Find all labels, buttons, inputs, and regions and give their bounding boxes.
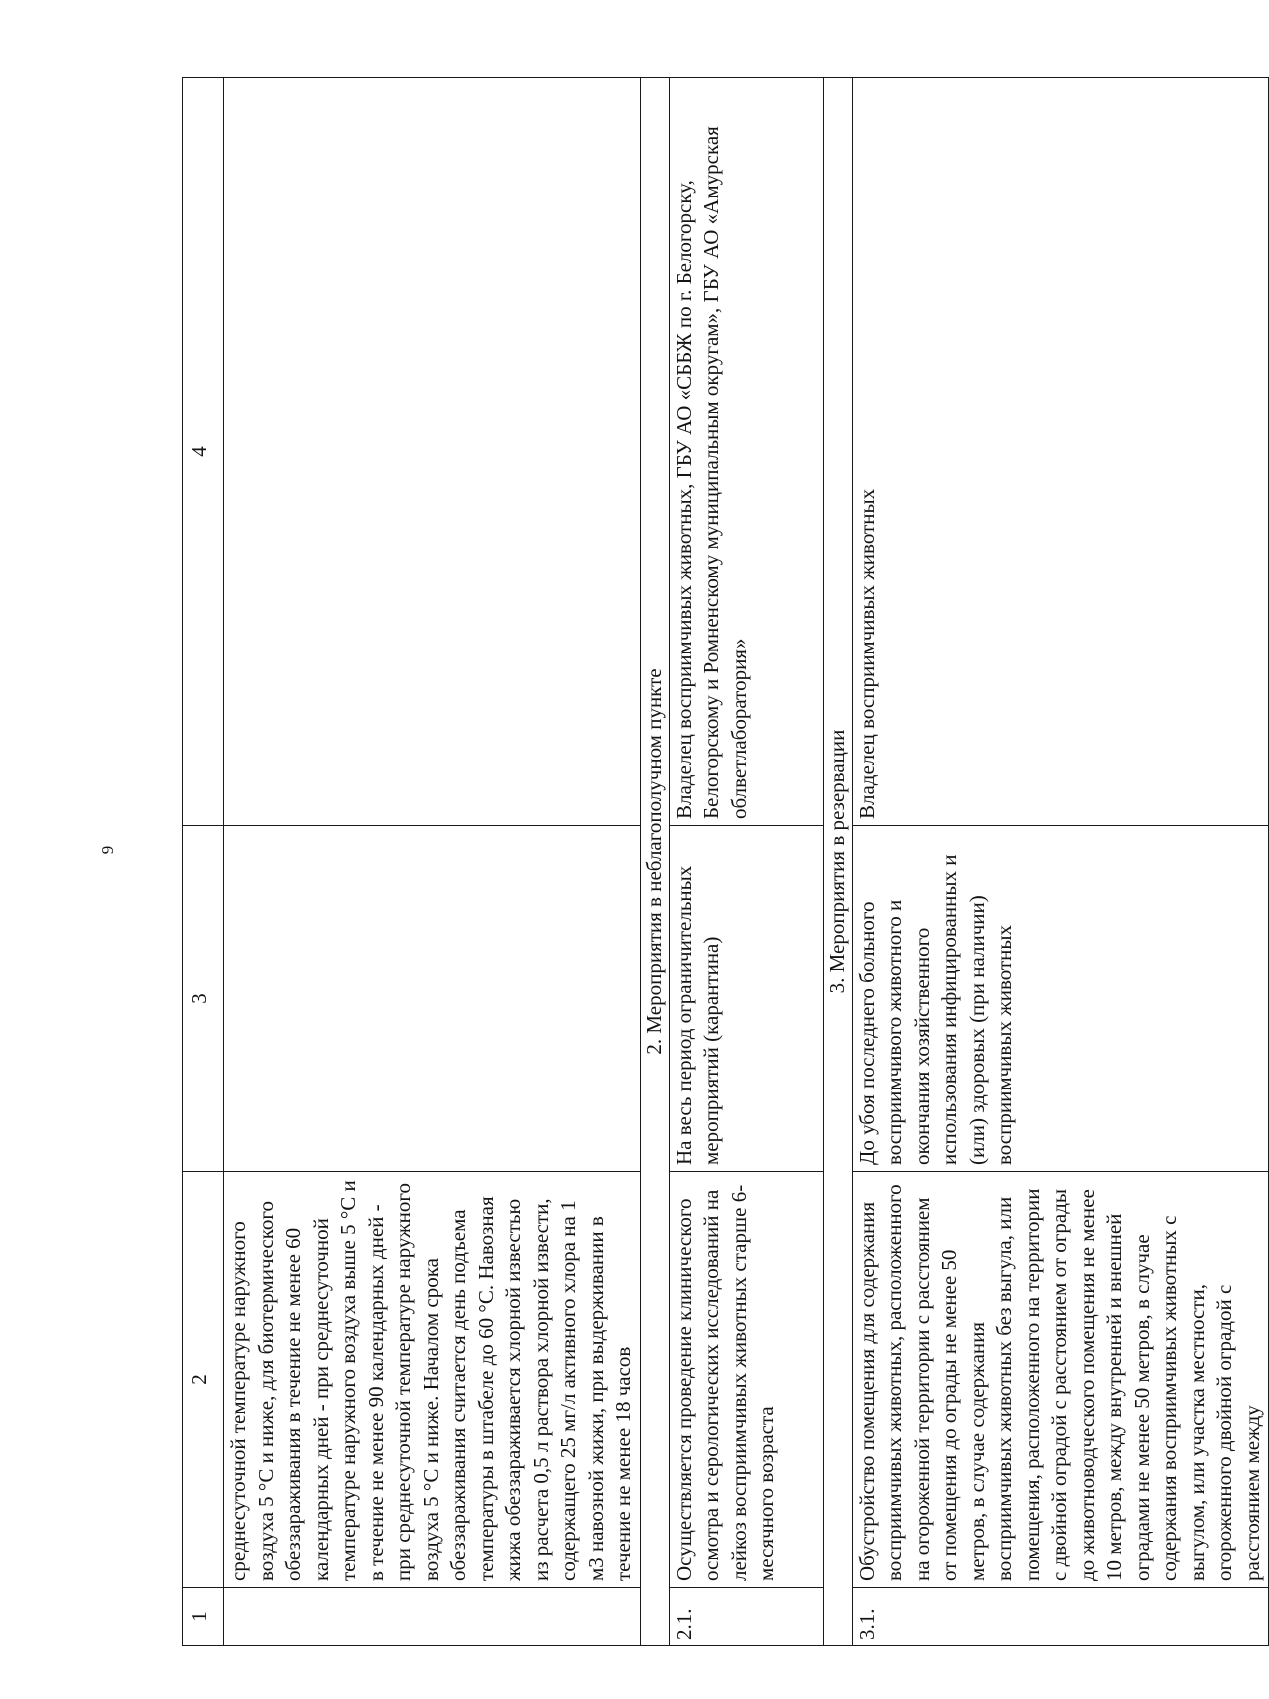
column-header-2: 2 — [183, 1172, 224, 1588]
section-heading-row — [640, 78, 669, 1646]
table-row — [669, 78, 823, 1646]
row-number: 3.1. — [852, 1588, 1269, 1646]
row-number: 2.1. — [669, 1588, 823, 1646]
column-header-4: 4 — [183, 78, 224, 826]
period-cell: На весь период ограничительных мероприятий (карантина) — [669, 826, 823, 1172]
table-row — [224, 78, 641, 1646]
section-heading-row — [823, 78, 852, 1646]
page-number: 9 — [98, 845, 117, 855]
measure-cell: Осуществляется проведение клинического осмотра и серологических исследований на лейкоз восприимчивых животных старше 6-месячного возраста — [669, 1172, 823, 1588]
responsible-cell: Владелец восприимчивых животных, ГБУ АО «СББЖ по г. Белогорску, Белогорскому и Ромненскому муниципальным округам», ГБУ АО «Амурская облветлаборатория» — [669, 78, 823, 826]
period-cell: До убоя последнего больного восприимчивого животного и окончания хозяйственного использования инфицированных и (или) здоровых (при наличии) восприимчивых животных — [852, 826, 1269, 1172]
measure-cell: Обустройство помещения для содержания восприимчивых животных, расположенного на огороженной территории с расстоянием от помещения до ограды не менее 50 метров, в случае содержания восприимчивых животных без выгула, или помещения, расположенного на территории с двойной оградой с расстоянием от ограды до животноводческого помещения не менее 10 метров, между внутренней и внешней оградами не менее 50 метров, в случае содержания восприимчивых животных с выгулом, или участка местности, огороженного двойной оградой с расстоянием между — [852, 1172, 1269, 1588]
measure-cell: среднесуточной температуре наружного воздуха 5 °С и ниже, для биотермического обеззараживания в течение не менее 60 календарных дней - при среднесуточной температуре наружного воздуха выше 5 °С и в течение не менее 90 календарных дней - при среднесуточной температуре наружного воздуха 5 °С и ниже. Началом срока обеззараживания считается день подъема температуры в штабеле до 60 °С. Навозная жижа обеззараживается хлорной известью из расчета 0,5 л раствора хлорной извести, содержащего 25 мг/л активного хлора на 1 м3 навозной жижи, при выдерживании в течение не менее 18 часов — [224, 1172, 641, 1588]
row-number — [224, 1588, 641, 1646]
column-header-3: 3 — [183, 826, 224, 1172]
table-row — [852, 78, 1269, 1646]
period-cell — [224, 826, 641, 1172]
table-header-row — [183, 78, 224, 1646]
section-2-title: 2. Мероприятия в неблагополучном пункте — [640, 78, 669, 1646]
responsible-cell — [224, 78, 641, 826]
section-3-title: 3. Мероприятия в резервации — [823, 78, 852, 1646]
rotated-table-container — [182, 78, 1264, 1646]
responsible-cell: Владелец восприимчивых животных — [852, 78, 1269, 826]
measures-table — [182, 77, 1269, 1646]
column-header-1: 1 — [183, 1588, 224, 1646]
